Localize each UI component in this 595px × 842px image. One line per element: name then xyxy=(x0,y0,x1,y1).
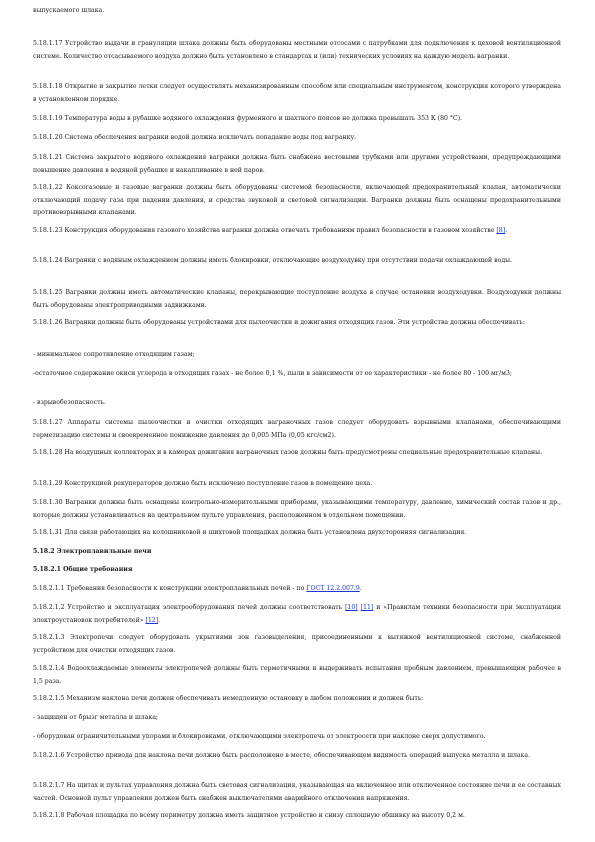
paragraph-5-18-1-17: 5.18.1.17 Устройство выдачи и грануляции шлака должны быть оборудованы местными отсосами с патрубками для подключения к цеховой вентиляционной системе. Количество отсасываемого воздуха должно быть установлено в стандартах и (или) технических условиях на каждую модель вагранки. xyxy=(33,40,561,60)
paragraph-continuation: выпускаемого шлака. xyxy=(33,7,105,14)
paragraph-5-18-1-30: 5.18.1.30 Вагранки должны быть оснащены контрольно-измерительными приборами, указывающими температуру, давление, химический состав газов и др., которые должны устанавливаться на центральном пульте управления, расположенном в отдельном помещении. xyxy=(33,499,561,519)
reference-link-12[interactable]: [12] xyxy=(145,616,159,624)
paragraph-5-18-1-21: 5.18.1.21 Система закрытого водяного охлаждения вагранки должна быть снабжена вестовыми трубками или другими устройствами, предупреждающими повышение давления в водяной рубашке и накапливание в ней паров. xyxy=(33,154,561,174)
paragraph-5-18-1-20: 5.18.1.20 Система обеспечения вагранки водой должна исключать попадание воды под вагранку. xyxy=(33,134,357,141)
list-item: - минимальное сопротивление отходящим газам; xyxy=(33,351,195,358)
paragraph-5-18-1-29: 5.18.1.29 Конструкцией рекуператоров должно быть исключено поступление газов в помещение цеха. xyxy=(33,480,373,487)
reference-link-8[interactable]: [8] xyxy=(496,227,506,234)
paragraph-5-18-1-27: 5.18.1.27 Аппараты системы пылеочистки и очистки отходящих ваграночных газов следует оборудовать взрывными клапанами, обеспечивающими герметизацию системы и своевременное понижение давления до 0,005 МПа (0,05 кгс/см2). xyxy=(33,419,561,439)
list-item: - оборудован ограничительными упорами и блокировками, отключающими электропечь от электросети при наклоне сверх допустимого. xyxy=(33,733,486,740)
paragraph-5-18-1-25: 5.18.1.25 Вагранки должны иметь автоматические клапаны, перекрывающие поступление воздуха в случае остановки воздуходувки. Воздуходувки должны быть оборудованы электроприводными задвижками. xyxy=(33,289,561,309)
gost-link[interactable]: ГОСТ 12.2.007.9 xyxy=(306,585,360,592)
paragraph-5-18-1-31: 5.18.1.31 Для связи работающих на колошниковой и шихтовой площадках должна быть установлена двухсторонняя сигнализация. xyxy=(33,529,467,536)
list-item: - взрывобезопасность. xyxy=(33,399,106,406)
paragraph-5-18-2-1-8: 5.18.2.1.8 Рабочая площадка по всему периметру должна иметь защитное устройство и снизу сплошную обшивку на высоту 0,2 м. xyxy=(33,812,465,819)
paragraph-5-18-2-1-2: 5.18.2.1.2 Устройство и эксплуатация электрооборудования печей должны соответствовать [10] [11] и «Правилам техники безопасности при эксплуатации электроустановок потребителей» [12]. xyxy=(33,604,561,624)
reference-link-11[interactable]: [11] xyxy=(360,604,374,611)
paragraph-5-18-2-1-7: 5.18.2.1.7 На щитах и пультах управления должна быть световая сигнализация, указывающая на включенное или отключенное состояние печи и ее составных частей. Основной пульт управления должен быть снабжен выключателями аварийного отключения напряжения. xyxy=(33,782,561,802)
subsection-heading: 5.18.2.1 Общие требования xyxy=(33,566,133,573)
list-item: -остаточное содержание окиси углерода в отходящих газах - не более 0,1 %, пыли в зависимости от ее характеристики - не более 80 - 100 мг/м3; xyxy=(33,370,512,377)
paragraph-5-18-2-1-3: 5.18.2.1.3 Электропечи следует оборудовать укрытиями зон газовыделения, присоединенными к вытяжной вентиляционной системе, снабженной устройством для очистки отходящих газов. xyxy=(33,634,561,654)
paragraph-5-18-1-18: 5.18.1.18 Открытие и закрытие летки следует осуществлять механизированным способом или специальным инструментом, конструкция которого утверждена в установленном порядке. xyxy=(33,83,561,103)
paragraph-5-18-2-1-1: 5.18.2.1.1 Требования безопасности к конструкции электроплавильных печей - по ГОСТ 12.2.007.9. xyxy=(33,585,362,592)
paragraph-5-18-1-26: 5.18.1.26 Вагранки должны быть оборудованы устройствами для пылеочистки и дожигания отходящих газов. Эти устройства должны обеспечивать: xyxy=(33,319,525,326)
paragraph-5-18-1-19: 5.18.1.19 Температура воды в рубашке водяного охлаждения фурменного и шахтного поясов не должна превышать 353 К (80 °С). xyxy=(33,115,463,122)
paragraph-5-18-1-22: 5.18.1.22 Коксогазовые и газовые вагранки должны быть оборудованы системой безопасности, включающей предохранительный клапан, автоматически отключающий подачу газа при падении давления, и средства звуковой и световой сигнализации. Вагранки должны быть оснащены предохранительными противовзрывными клапанами. xyxy=(33,184,561,216)
paragraph-5-18-2-1-5: 5.18.2.1.5 Механизм наклона печи должен обеспечивать немедленную остановку в любом положении и должен быть: xyxy=(33,695,424,702)
reference-link-10[interactable]: [10] xyxy=(345,604,358,611)
list-item: - защищен от брызг металла и шлака; xyxy=(33,714,159,721)
paragraph-5-18-1-23: 5.18.1.23 Конструкция оборудования газового хозяйства вагранки должна отвечать требованиям правил безопасности в газовом хозяйстве [8]. xyxy=(33,227,508,234)
paragraph-5-18-1-24: 5.18.1.24 Вагранки с водяным охлаждением должны иметь блокировки, отключающие воздуходувку при отсутствии подачи охлаждающей воды. xyxy=(33,257,513,264)
paragraph-5-18-2-1-6: 5.18.2.1.6 Устройство привода для наклона печи должно быть расположено в месте, обеспечивающем видимость операций выпуска металла и шлака. xyxy=(33,752,531,759)
section-heading: 5.18.2 Электроплавильные печи xyxy=(33,548,152,555)
paragraph-5-18-1-28: 5.18.1.28 На воздушных коллекторах и в камерах дожигания ваграночных газов должны быть предусмотрены специальные предохранительные клапаны. xyxy=(33,449,543,456)
paragraph-5-18-2-1-4: 5.18.2.1.4 Водоохлаждаемые элементы электропечей должны быть герметичными и выдерживать испытания пробным давлением, превышающим рабочее в 1,5 раза. xyxy=(33,665,561,685)
